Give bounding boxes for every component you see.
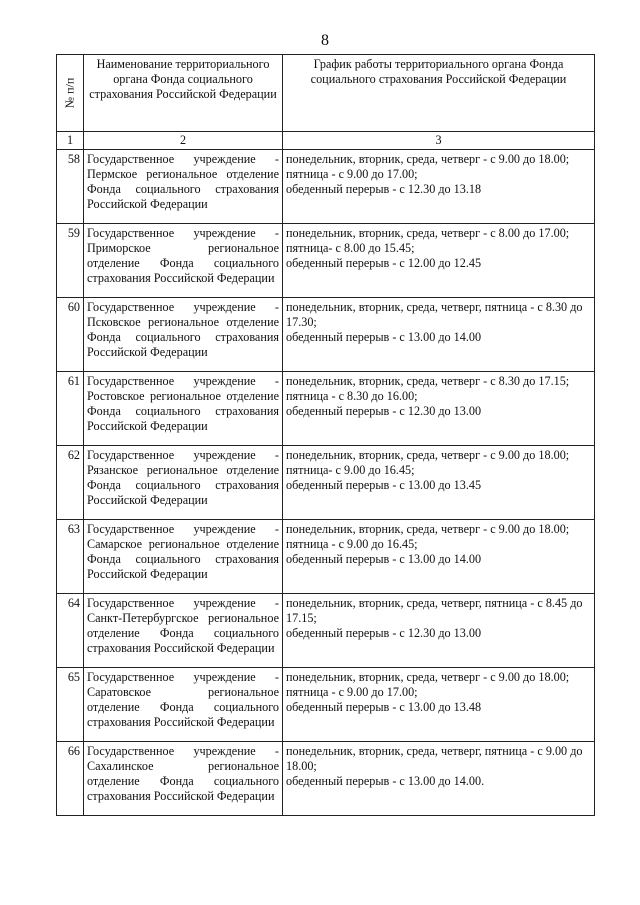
schedule-line: обеденный перерыв - с 13.00 до 13.45 [286, 478, 482, 492]
column-index: 2 [84, 132, 283, 150]
row-number: 65 [57, 668, 84, 742]
schedule-line: пятница - с 9.00 до 16.45; [286, 537, 418, 551]
work-schedule [283, 224, 595, 298]
table-row [57, 594, 595, 668]
schedule-line: пятница - с 9.00 до 17.00; [286, 685, 418, 699]
header-number-label: № п/п [62, 77, 77, 109]
organization-name: Государственное учреждение - Самарское региональное отделение Фонда социального страхования Российской Федерации [84, 520, 283, 594]
column-index-row [57, 132, 595, 150]
schedule-line: пятница - с 9.00 до 17.00; [286, 167, 418, 181]
schedule-line: пятница - с 8.30 до 16.00; [286, 389, 418, 403]
table-row [57, 298, 595, 372]
schedule-line: обеденный перерыв - с 13.00 до 14.00 [286, 330, 482, 344]
organization-name: Государственное учреждение - Пермское региональное отделение Фонда социального страхования Российской Федерации [84, 150, 283, 224]
work-schedule [283, 372, 595, 446]
row-number: 63 [57, 520, 84, 594]
schedule-line: понедельник, вторник, среда, четверг, пятница - с 9.00 до 18.00; [286, 744, 583, 773]
schedule-table [56, 54, 595, 816]
row-number: 61 [57, 372, 84, 446]
table-row [57, 224, 595, 298]
schedule-line: понедельник, вторник, среда, четверг - с 9.00 до 18.00; [286, 448, 570, 462]
schedule-line: обеденный перерыв - с 12.30 до 13.00 [286, 626, 482, 640]
work-schedule [283, 520, 595, 594]
page-number: 8 [321, 32, 329, 49]
header-number-column [57, 55, 84, 132]
row-number: 64 [57, 594, 84, 668]
work-schedule [283, 446, 595, 520]
table-row [57, 742, 595, 816]
table-row [57, 150, 595, 224]
organization-name: Государственное учреждение - Приморское региональное отделение Фонда социального страхования Российской Федерации [84, 224, 283, 298]
schedule-line: пятница- с 9.00 до 16.45; [286, 463, 415, 477]
schedule-line: понедельник, вторник, среда, четверг - с 9.00 до 18.00; [286, 670, 570, 684]
schedule-line: понедельник, вторник, среда, четверг - с 9.00 до 18.00; [286, 152, 570, 166]
table-row [57, 668, 595, 742]
table-row [57, 372, 595, 446]
schedule-line: понедельник, вторник, среда, четверг - с 9.00 до 18.00; [286, 522, 570, 536]
schedule-line: обеденный перерыв - с 13.00 до 14.00. [286, 774, 485, 788]
organization-name: Государственное учреждение - Сахалинское региональное отделение Фонда социального страхования Российской Федерации [84, 742, 283, 816]
header-schedule-column: График работы территориального органа Фонда социального страхования Российской Федерации [283, 55, 595, 132]
organization-name: Государственное учреждение - Псковское региональное отделение Фонда социального страхования Российской Федерации [84, 298, 283, 372]
schedule-line: пятница- с 8.00 до 15.45; [286, 241, 415, 255]
schedule-line: обеденный перерыв - с 12.30 до 13.18 [286, 182, 482, 196]
table-header-row [57, 55, 595, 132]
work-schedule [283, 150, 595, 224]
schedule-line: обеденный перерыв - с 12.00 до 12.45 [286, 256, 482, 270]
column-index: 3 [283, 132, 595, 150]
schedule-line: обеденный перерыв - с 13.00 до 14.00 [286, 552, 482, 566]
schedule-line: понедельник, вторник, среда, четверг - с 8.30 до 17.15; [286, 374, 570, 388]
work-schedule [283, 742, 595, 816]
table-row [57, 520, 595, 594]
work-schedule [283, 298, 595, 372]
header-name-column: Наименование территориального органа Фонда социального страхования Российской Федерации [84, 55, 283, 132]
organization-name: Государственное учреждение - Ростовское региональное отделение Фонда социального страхования Российской Федерации [84, 372, 283, 446]
organization-name: Государственное учреждение - Рязанское региональное отделение Фонда социального страхования Российской Федерации [84, 446, 283, 520]
organization-name: Государственное учреждение - Саратовское региональное отделение Фонда социального страхования Российской Федерации [84, 668, 283, 742]
table-row [57, 446, 595, 520]
work-schedule [283, 594, 595, 668]
schedule-line: обеденный перерыв - с 13.00 до 13.48 [286, 700, 482, 714]
row-number: 66 [57, 742, 84, 816]
work-schedule [283, 668, 595, 742]
row-number: 62 [57, 446, 84, 520]
row-number: 58 [57, 150, 84, 224]
schedule-line: понедельник, вторник, среда, четверг, пятница - с 8.30 до 17.30; [286, 300, 583, 329]
column-index: 1 [57, 132, 84, 150]
schedule-line: понедельник, вторник, среда, четверг - с 8.00 до 17.00; [286, 226, 570, 240]
row-number: 59 [57, 224, 84, 298]
organization-name: Государственное учреждение - Санкт-Петербургское региональное отделение Фонда социального страхования Российской Федерации [84, 594, 283, 668]
schedule-line: обеденный перерыв - с 12.30 до 13.00 [286, 404, 482, 418]
schedule-line: понедельник, вторник, среда, четверг, пятница - с 8.45 до 17.15; [286, 596, 583, 625]
row-number: 60 [57, 298, 84, 372]
